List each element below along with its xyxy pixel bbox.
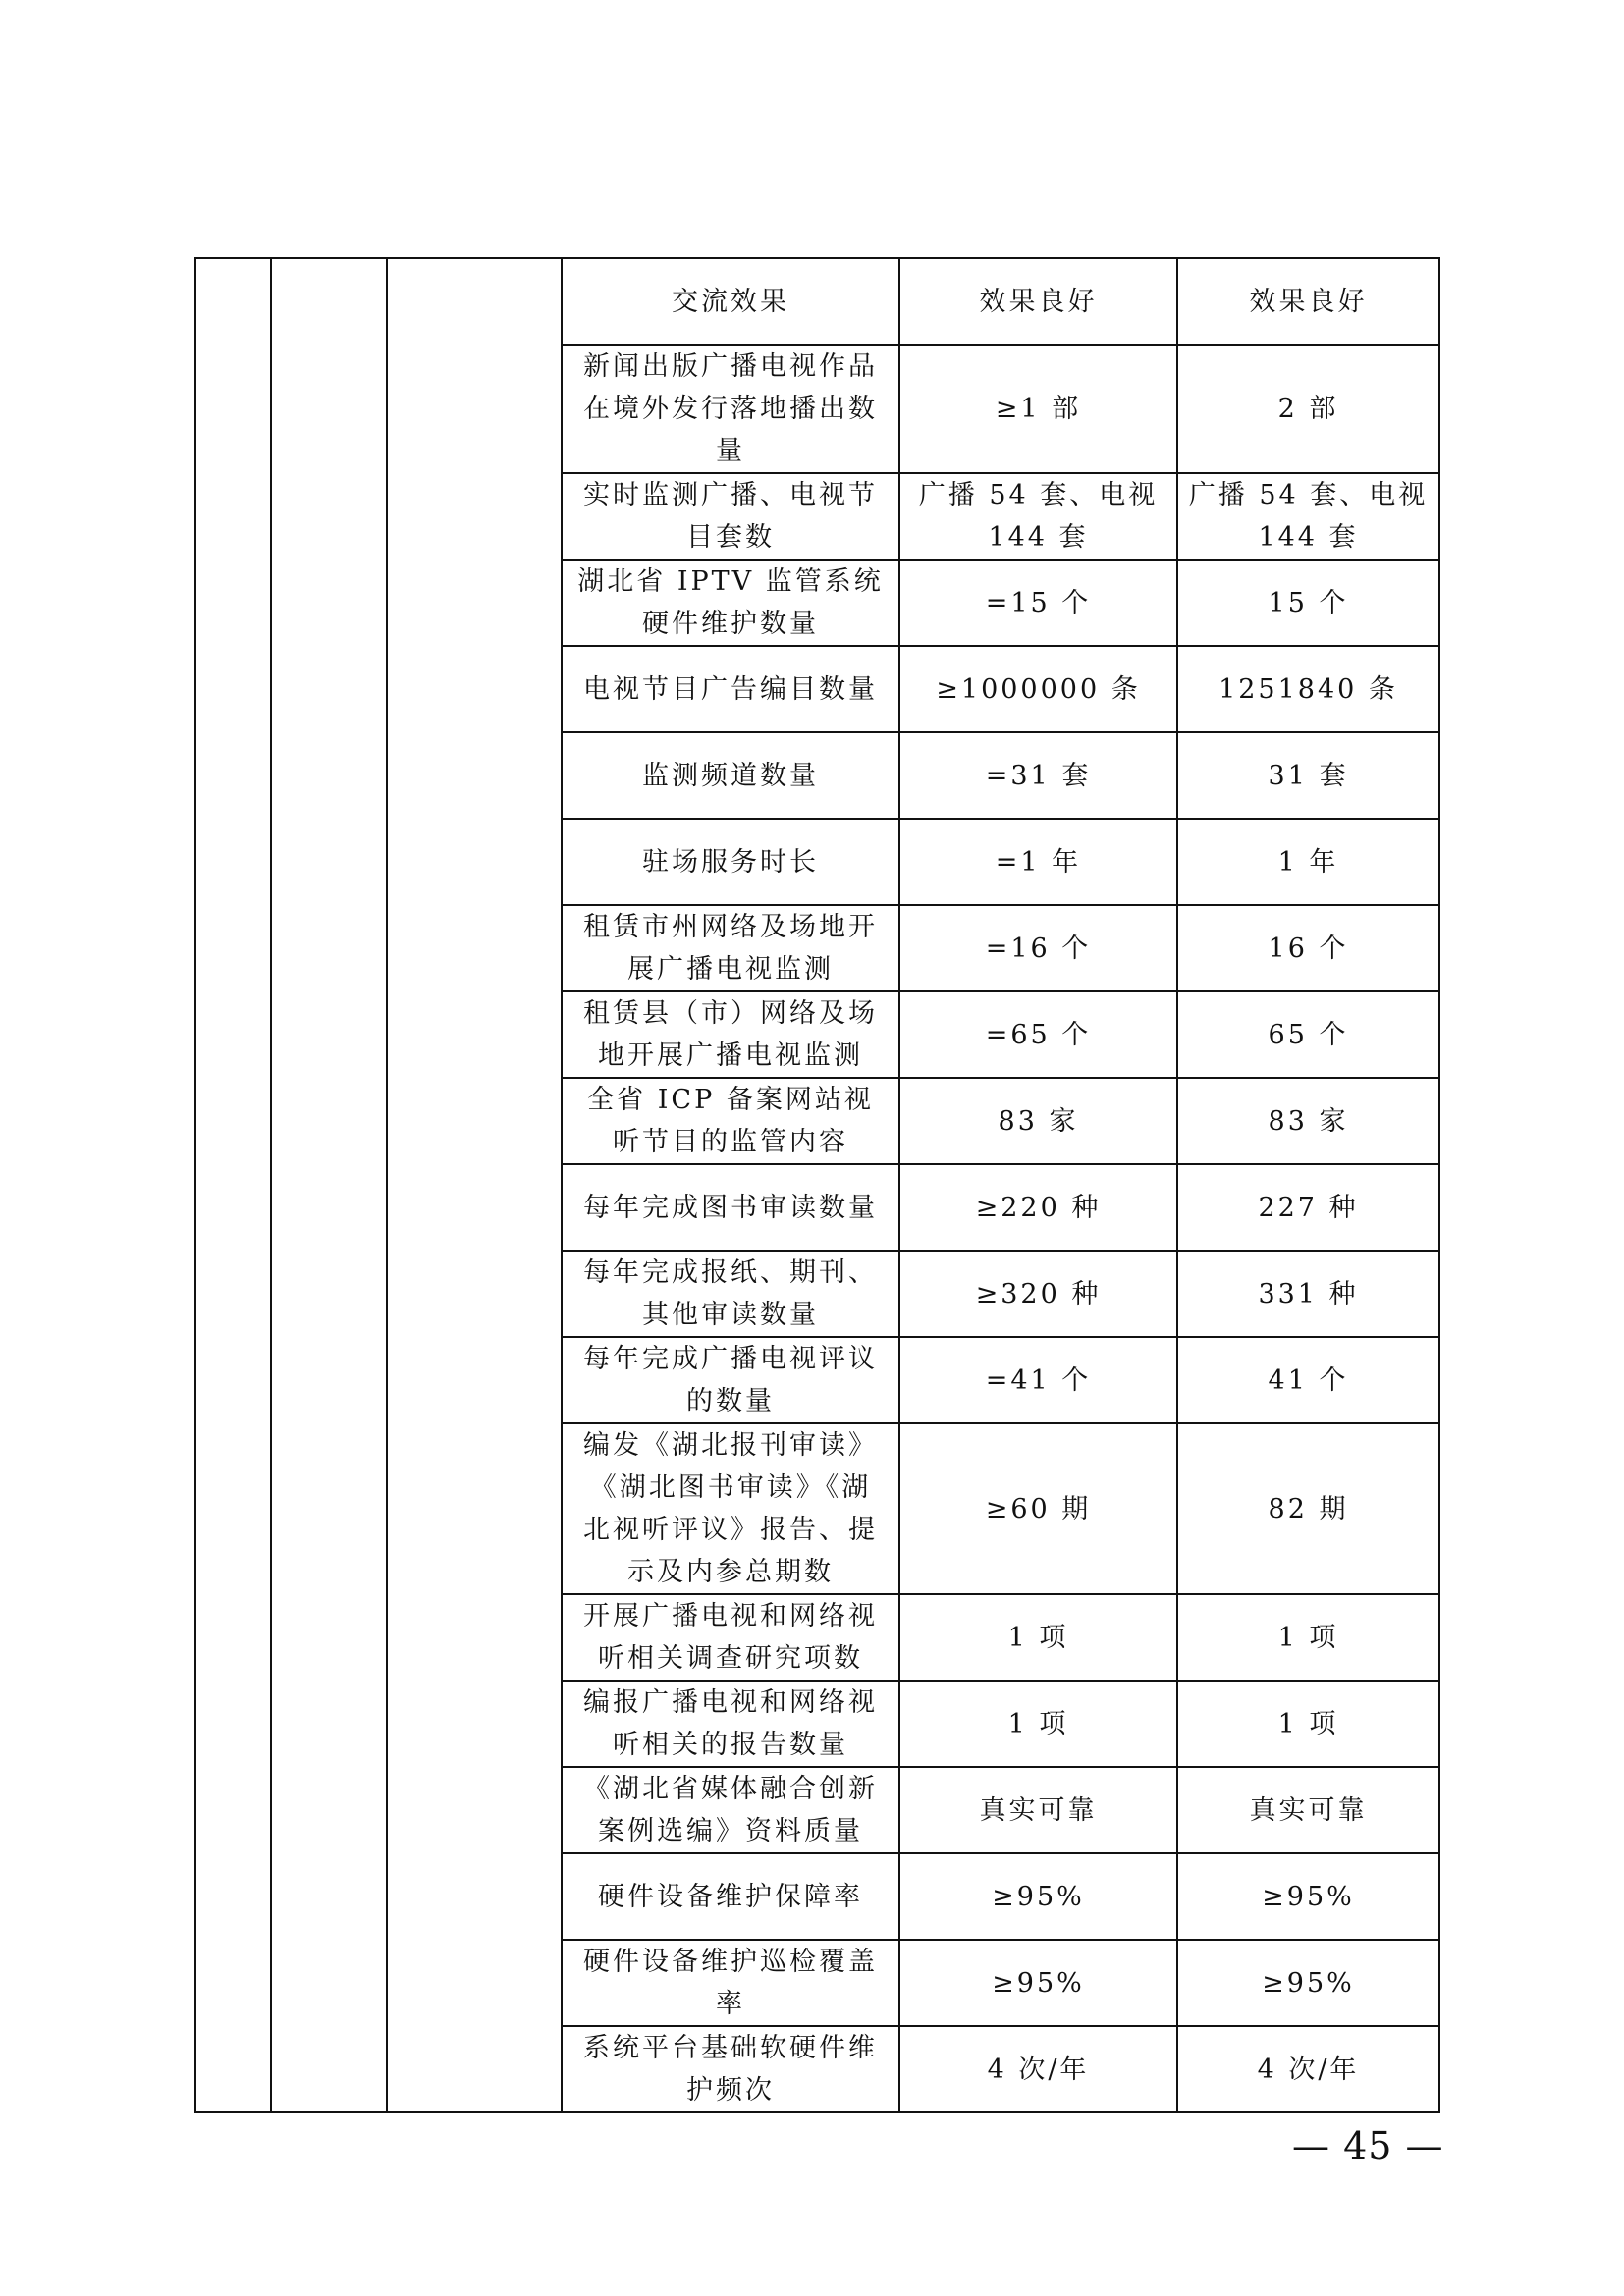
target-value-cell: 1 项	[899, 1594, 1177, 1681]
actual-value-cell: ≥95%	[1177, 1853, 1439, 1940]
performance-indicator-table	[194, 257, 1440, 2113]
target-value-cell: ≥1 部	[899, 345, 1177, 473]
indicator-name-cell: 租赁县（市）网络及场地开展广播电视监测	[562, 991, 899, 1078]
indicator-name-cell: 系统平台基础软硬件维护频次	[562, 2026, 899, 2112]
indicator-name-cell: 湖北省 IPTV 监管系统硬件维护数量	[562, 560, 899, 646]
level3-category-cell	[387, 258, 562, 2112]
actual-value-cell: 真实可靠	[1177, 1767, 1439, 1853]
indicator-name-cell: 每年完成图书审读数量	[562, 1164, 899, 1251]
indicator-name-cell: 电视节目广告编目数量	[562, 646, 899, 732]
actual-value-cell: 82 期	[1177, 1423, 1439, 1594]
target-value-cell: =15 个	[899, 560, 1177, 646]
actual-value-cell: 331 种	[1177, 1251, 1439, 1337]
actual-value-cell: 4 次/年	[1177, 2026, 1439, 2112]
indicator-name-cell: 硬件设备维护保障率	[562, 1853, 899, 1940]
actual-value-cell: 83 家	[1177, 1078, 1439, 1164]
indicator-name-cell: 实时监测广播、电视节目套数	[562, 473, 899, 560]
actual-value-cell: 1 项	[1177, 1681, 1439, 1767]
level1-category-cell	[195, 258, 271, 2112]
actual-value-cell: 2 部	[1177, 345, 1439, 473]
target-value-cell: 广播 54 套、电视 144 套	[899, 473, 1177, 560]
target-value-cell: 真实可靠	[899, 1767, 1177, 1853]
actual-value-cell: 1 年	[1177, 819, 1439, 905]
target-value-cell: ≥320 种	[899, 1251, 1177, 1337]
target-value-cell: =16 个	[899, 905, 1177, 991]
target-value-cell: ≥95%	[899, 1853, 1177, 1940]
table-row	[195, 258, 1439, 345]
actual-value-cell: 1 项	[1177, 1594, 1439, 1681]
indicator-name-cell: 交流效果	[562, 258, 899, 345]
indicator-name-cell: 驻场服务时长	[562, 819, 899, 905]
indicator-name-cell: 《湖北省媒体融合创新案例选编》资料质量	[562, 1767, 899, 1853]
target-value-cell: =1 年	[899, 819, 1177, 905]
indicator-name-cell: 监测频道数量	[562, 732, 899, 819]
actual-value-cell: 15 个	[1177, 560, 1439, 646]
target-value-cell: =31 套	[899, 732, 1177, 819]
target-value-cell: ≥1000000 条	[899, 646, 1177, 732]
actual-value-cell: 41 个	[1177, 1337, 1439, 1423]
actual-value-cell: ≥95%	[1177, 1940, 1439, 2026]
actual-value-cell: 227 种	[1177, 1164, 1439, 1251]
target-value-cell: =65 个	[899, 991, 1177, 1078]
indicator-name-cell: 编发《湖北报刊审读》《湖北图书审读》《湖北视听评议》报告、提示及内参总期数	[562, 1423, 899, 1594]
indicator-name-cell: 编报广播电视和网络视听相关的报告数量	[562, 1681, 899, 1767]
target-value-cell: 1 项	[899, 1681, 1177, 1767]
actual-value-cell: 31 套	[1177, 732, 1439, 819]
indicator-name-cell: 租赁市州网络及场地开展广播电视监测	[562, 905, 899, 991]
actual-value-cell: 效果良好	[1177, 258, 1439, 345]
indicator-name-cell: 全省 ICP 备案网站视听节目的监管内容	[562, 1078, 899, 1164]
indicator-name-cell: 硬件设备维护巡检覆盖率	[562, 1940, 899, 2026]
target-value-cell: =41 个	[899, 1337, 1177, 1423]
target-value-cell: ≥60 期	[899, 1423, 1177, 1594]
actual-value-cell: 65 个	[1177, 991, 1439, 1078]
indicator-name-cell: 每年完成报纸、期刊、其他审读数量	[562, 1251, 899, 1337]
target-value-cell: ≥220 种	[899, 1164, 1177, 1251]
level2-category-cell	[271, 258, 387, 2112]
actual-value-cell: 16 个	[1177, 905, 1439, 991]
indicator-name-cell: 每年完成广播电视评议的数量	[562, 1337, 899, 1423]
target-value-cell: 4 次/年	[899, 2026, 1177, 2112]
indicator-name-cell: 新闻出版广播电视作品在境外发行落地播出数量	[562, 345, 899, 473]
target-value-cell: 83 家	[899, 1078, 1177, 1164]
target-value-cell: ≥95%	[899, 1940, 1177, 2026]
page-number: — 45 —	[1292, 2124, 1444, 2167]
indicator-name-cell: 开展广播电视和网络视听相关调查研究项数	[562, 1594, 899, 1681]
target-value-cell: 效果良好	[899, 258, 1177, 345]
actual-value-cell: 1251840 条	[1177, 646, 1439, 732]
actual-value-cell: 广播 54 套、电视 144 套	[1177, 473, 1439, 560]
